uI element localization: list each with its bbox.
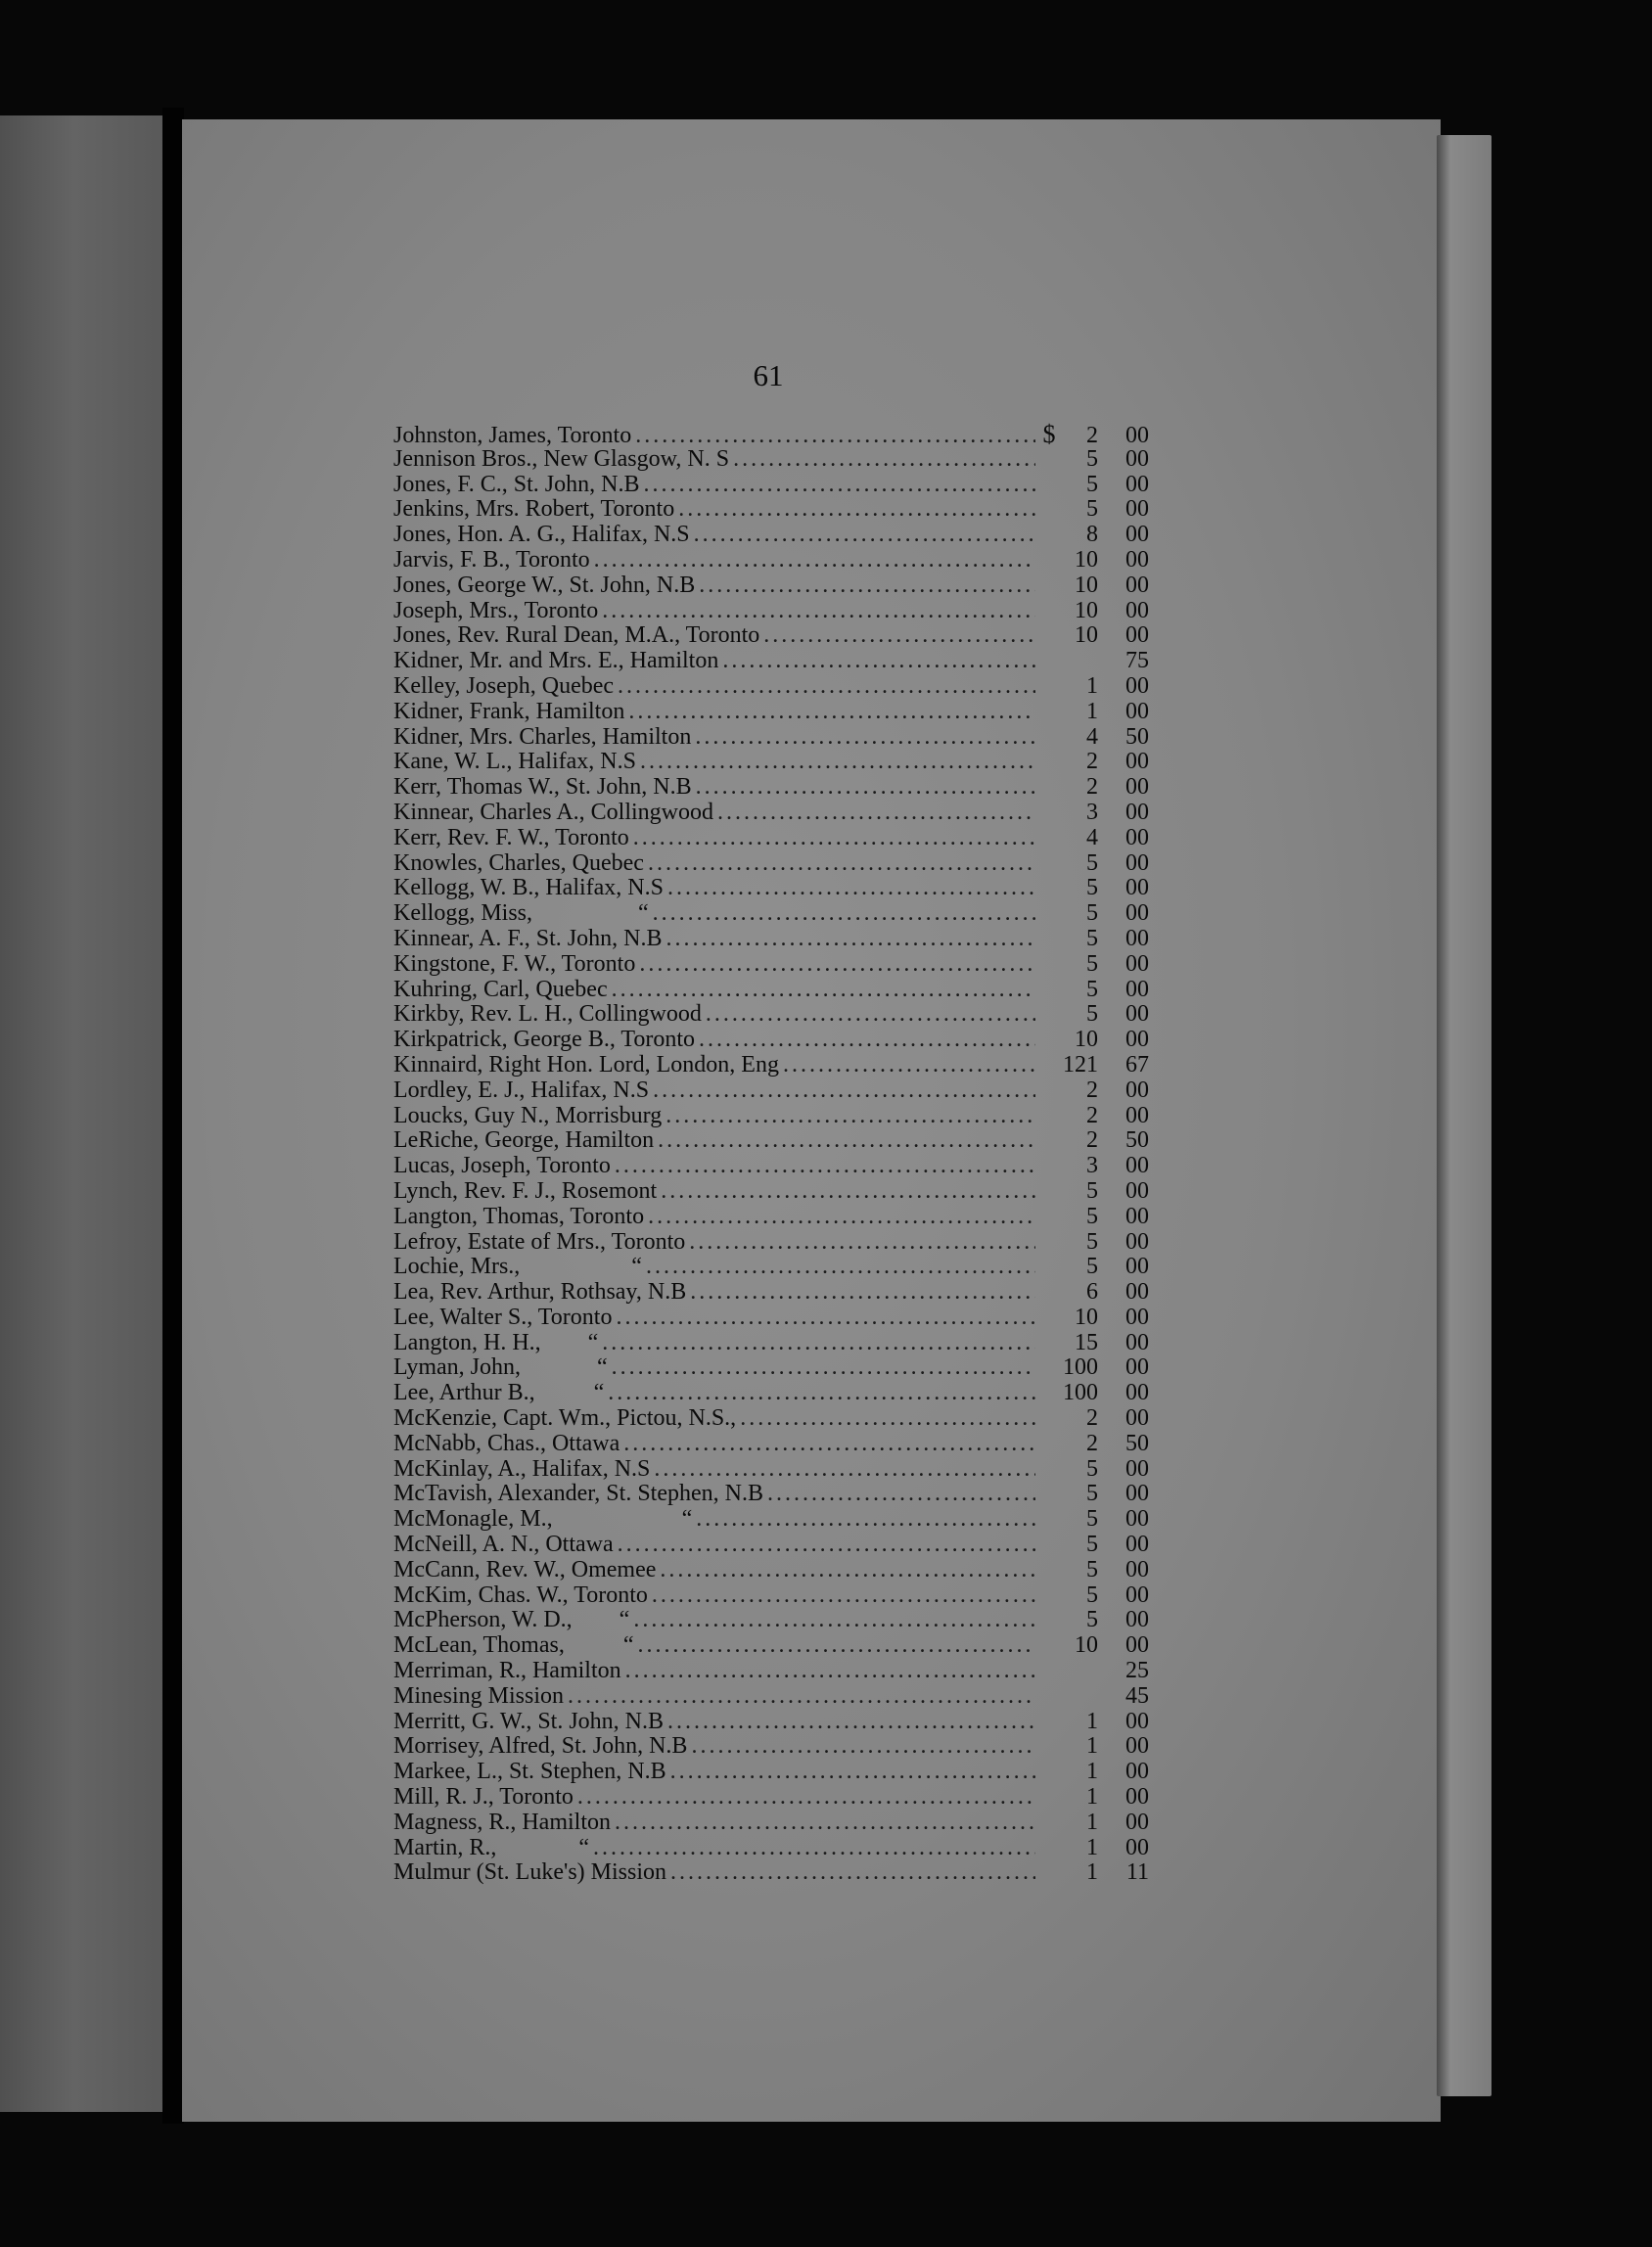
- subscriber-name: Lea, Rev. Arthur, Rothsay, N.B: [393, 1279, 687, 1306]
- dot-leader: [612, 1355, 1035, 1381]
- subscriber-name: Kuhring, Carl, Quebec: [393, 976, 608, 1002]
- dot-leader: [740, 1406, 1035, 1432]
- list-item: [393, 1306, 1153, 1331]
- amount-cents: 00: [1125, 1481, 1149, 1507]
- list-item: [393, 1760, 1153, 1785]
- amount-dollars: 2: [1086, 1430, 1098, 1456]
- dot-leader: [660, 1558, 1035, 1583]
- amount-cents: 00: [1125, 1254, 1149, 1280]
- amount-dollars: 1: [1086, 1834, 1098, 1860]
- dot-leader: [602, 1331, 1035, 1356]
- subscriber-name: Jones, Hon. A. G., Halifax, N.S: [393, 522, 690, 548]
- amount-cents: 00: [1125, 1102, 1149, 1128]
- subscriber-name: Johnston, James, Toronto: [393, 423, 632, 448]
- amount-cents: 11: [1125, 1859, 1149, 1886]
- dot-leader: [608, 1381, 1035, 1406]
- book-gutter: [162, 108, 184, 2124]
- amount-cents: 50: [1125, 1430, 1149, 1456]
- list-item: [393, 1154, 1153, 1179]
- dot-leader: [633, 1608, 1035, 1633]
- amount-cents: 00: [1125, 1203, 1149, 1229]
- amount-cents: 00: [1125, 1556, 1149, 1582]
- amount-cents: 00: [1125, 976, 1149, 1002]
- dot-leader: [653, 901, 1035, 927]
- dot-leader: [628, 700, 1035, 725]
- subscriber-name: Merritt, G. W., St. John, N.B: [393, 1708, 665, 1734]
- subscriber-name: McMonagle, M., “: [393, 1506, 693, 1533]
- amount-cents: 00: [1125, 1380, 1149, 1406]
- list-item: [393, 674, 1153, 700]
- page-edge-stack: [1437, 135, 1491, 2096]
- list-item: [393, 952, 1153, 978]
- amount-cents: 00: [1125, 1506, 1149, 1533]
- list-item: [393, 649, 1153, 674]
- subscriber-name: Lynch, Rev. F. J., Rosemont: [393, 1177, 658, 1204]
- amount-dollars: 5: [1086, 1582, 1098, 1608]
- subscriber-name: Kinnear, A. F., St. John, N.B: [393, 925, 663, 951]
- dot-leader: [689, 1230, 1035, 1256]
- dot-leader: [696, 775, 1035, 801]
- dot-leader: [648, 1205, 1035, 1230]
- amount-dollars: 1: [1086, 1859, 1098, 1886]
- amount-cents: 00: [1125, 1001, 1149, 1028]
- subscriber-name: Jennison Bros., New Glasgow, N. S: [393, 445, 730, 472]
- amount-cents: 00: [1125, 950, 1149, 977]
- amount-cents: 00: [1125, 1582, 1149, 1608]
- list-item: [393, 927, 1153, 952]
- amount-cents: 00: [1125, 1632, 1149, 1659]
- amount-dollars: 5: [1086, 900, 1098, 927]
- dot-leader: [667, 876, 1035, 901]
- dot-leader: [654, 1457, 1035, 1483]
- amount-cents: 00: [1125, 1354, 1149, 1381]
- list-item: [393, 978, 1153, 1003]
- amount-cents: 00: [1125, 774, 1149, 801]
- dot-leader: [643, 473, 1035, 498]
- amount-cents: 00: [1125, 925, 1149, 951]
- amount-cents: 00: [1125, 799, 1149, 825]
- amount-dollars: 5: [1086, 1556, 1098, 1582]
- amount-cents: 00: [1125, 1304, 1149, 1330]
- dot-leader: [661, 1179, 1035, 1205]
- list-item: [393, 1432, 1153, 1457]
- amount-dollars: 100: [1063, 1380, 1098, 1406]
- amount-cents: 00: [1125, 1607, 1149, 1633]
- amount-cents: 25: [1125, 1658, 1149, 1684]
- subscriber-name: McPherson, W. D., “: [393, 1607, 630, 1633]
- dot-leader: [577, 1785, 1035, 1811]
- subscriber-name: McNabb, Chas., Ottawa: [393, 1430, 620, 1456]
- list-item: [393, 1179, 1153, 1205]
- list-item: [393, 1558, 1153, 1583]
- amount-cents: 00: [1125, 471, 1149, 497]
- list-item: [393, 1128, 1153, 1154]
- dot-leader: [767, 1482, 1035, 1507]
- subscriber-name: McKenzie, Capt. Wm., Pictou, N.S.,: [393, 1405, 737, 1432]
- dot-leader: [658, 1128, 1035, 1154]
- list-item: [393, 1507, 1153, 1533]
- dot-leader: [594, 548, 1035, 573]
- amount-cents: 00: [1125, 1405, 1149, 1432]
- amount-dollars: 10: [1075, 572, 1098, 598]
- dot-leader: [670, 1760, 1035, 1785]
- list-item: [393, 1381, 1153, 1406]
- dot-leader: [648, 851, 1035, 877]
- dot-leader: [678, 497, 1035, 523]
- subscriber-name: Lee, Walter S., Toronto: [393, 1304, 613, 1330]
- list-item: [393, 422, 1153, 447]
- amount-dollars: 1: [1086, 672, 1098, 699]
- subscriber-name: Kidner, Mrs. Charles, Hamilton: [393, 723, 692, 750]
- subscriber-name: Jones, Rev. Rural Dean, M.A., Toronto: [393, 622, 760, 649]
- subscription-list: [393, 422, 1153, 1886]
- subscriber-name: Kerr, Rev. F. W., Toronto: [393, 824, 629, 850]
- dot-leader: [568, 1684, 1035, 1710]
- amount-dollars: 5: [1086, 1455, 1098, 1482]
- amount-dollars: 2: [1086, 774, 1098, 801]
- dot-leader: [763, 623, 1035, 649]
- subscriber-name: Lochie, Mrs., “: [393, 1254, 642, 1280]
- amount-dollars: 1: [1086, 1733, 1098, 1760]
- subscriber-name: Knowles, Charles, Quebec: [393, 849, 644, 876]
- amount-dollars: 5: [1086, 976, 1098, 1002]
- amount-cents: 00: [1125, 1077, 1149, 1103]
- list-item: [393, 573, 1153, 599]
- list-item: [393, 1836, 1153, 1861]
- dot-leader: [667, 1710, 1035, 1735]
- subscriber-name: Kidner, Mr. and Mrs. E., Hamilton: [393, 648, 719, 674]
- left-page-edge: [0, 115, 164, 2112]
- amount-dollars: 10: [1075, 622, 1098, 649]
- subscriber-name: Kinnear, Charles A., Collingwood: [393, 799, 713, 825]
- amount-dollars: 1: [1086, 1784, 1098, 1811]
- subscriber-name: Kane, W. L., Halifax, N.S: [393, 749, 636, 775]
- dot-leader: [670, 1860, 1035, 1886]
- dot-leader: [635, 424, 1035, 449]
- dot-leader: [665, 1104, 1035, 1129]
- amount-dollars: 10: [1075, 597, 1098, 623]
- amount-cents: 00: [1125, 1759, 1149, 1785]
- list-item: [393, 775, 1153, 801]
- subscriber-name: Merriman, R., Hamilton: [393, 1658, 621, 1684]
- amount-cents: 00: [1125, 1177, 1149, 1204]
- list-item: [393, 801, 1153, 826]
- amount-dollars: 10: [1075, 1027, 1098, 1053]
- list-item: [393, 473, 1153, 498]
- amount-dollars: 5: [1086, 1001, 1098, 1028]
- dot-leader: [618, 1533, 1035, 1558]
- dot-leader: [706, 1002, 1035, 1028]
- amount-cents: 00: [1125, 1708, 1149, 1734]
- amount-dollars: 1: [1086, 698, 1098, 724]
- list-item: [393, 1331, 1153, 1356]
- amount-dollars: 10: [1075, 546, 1098, 573]
- subscriber-name: Jones, F. C., St. John, N.B: [393, 471, 640, 497]
- list-item: [393, 1608, 1153, 1633]
- subscriber-name: Jarvis, F. B., Toronto: [393, 546, 590, 573]
- dot-leader: [638, 1633, 1036, 1659]
- amount-dollars: 5: [1086, 496, 1098, 523]
- dot-leader: [690, 1280, 1035, 1306]
- dot-leader: [699, 1028, 1035, 1053]
- dot-leader: [653, 1078, 1035, 1104]
- list-item: [393, 1457, 1153, 1483]
- amount-cents: 00: [1125, 849, 1149, 876]
- list-item: [393, 1230, 1153, 1256]
- amount-dollars: 1: [1086, 1708, 1098, 1734]
- amount-dollars: 6: [1086, 1279, 1098, 1306]
- amount-dollars: 4: [1086, 824, 1098, 850]
- subscriber-name: McCann, Rev. W., Omemee: [393, 1556, 657, 1582]
- dot-leader: [625, 1659, 1035, 1684]
- page-number: 61: [753, 358, 784, 392]
- subscriber-name: Markee, L., St. Stephen, N.B: [393, 1759, 666, 1785]
- amount-dollars: 15: [1075, 1329, 1098, 1355]
- list-item: [393, 599, 1153, 624]
- amount-cents: 50: [1125, 723, 1149, 750]
- amount-cents: 00: [1125, 522, 1149, 548]
- amount-dollars: 5: [1086, 1228, 1098, 1255]
- subscriber-name: Kinnaird, Right Hon. Lord, London, Eng: [393, 1051, 779, 1078]
- list-item: [393, 1785, 1153, 1811]
- list-item: [393, 1533, 1153, 1558]
- amount-dollars: 5: [1086, 925, 1098, 951]
- list-item: [393, 1633, 1153, 1659]
- list-item: [393, 700, 1153, 725]
- amount-cents: 00: [1125, 1809, 1149, 1835]
- amount-cents: 00: [1125, 622, 1149, 649]
- subscriber-name: Minesing Mission: [393, 1682, 565, 1709]
- list-item: [393, 876, 1153, 901]
- subscriber-name: Lefroy, Estate of Mrs., Toronto: [393, 1228, 686, 1255]
- subscriber-name: Loucks, Guy N., Morrisburg: [393, 1102, 663, 1128]
- list-item: [393, 1028, 1153, 1053]
- amount-cents: 00: [1125, 1279, 1149, 1306]
- amount-dollars: 2: [1086, 423, 1098, 448]
- amount-cents: 00: [1125, 1532, 1149, 1558]
- subscriber-name: Kellogg, W. B., Halifax, N.S: [393, 875, 664, 901]
- list-item: [393, 1104, 1153, 1129]
- amount-dollars: 5: [1086, 1254, 1098, 1280]
- amount-dollars: 121: [1063, 1051, 1098, 1078]
- dot-leader: [639, 952, 1035, 978]
- subscriber-name: Lordley, E. J., Halifax, N.S: [393, 1077, 650, 1103]
- amount-dollars: 5: [1086, 1177, 1098, 1204]
- subscriber-name: Lyman, John, “: [393, 1354, 608, 1381]
- list-item: [393, 750, 1153, 775]
- amount-cents: 00: [1125, 445, 1149, 472]
- amount-dollars: 2: [1086, 1102, 1098, 1128]
- currency-symbol: $: [1042, 420, 1056, 448]
- amount-dollars: 10: [1075, 1632, 1098, 1659]
- dot-leader: [640, 750, 1035, 775]
- amount-cents: 00: [1125, 672, 1149, 699]
- subscriber-name: McTavish, Alexander, St. Stephen, N.B: [393, 1481, 763, 1507]
- subscriber-name: Magness, R., Hamilton: [393, 1809, 611, 1835]
- list-item: [393, 851, 1153, 877]
- subscriber-name: Lucas, Joseph, Toronto: [393, 1153, 611, 1179]
- subscriber-name: Mill, R. J., Toronto: [393, 1784, 574, 1811]
- subscriber-name: Morrisey, Alfred, St. John, N.B: [393, 1733, 688, 1760]
- dot-leader: [615, 1811, 1035, 1836]
- amount-cents: 00: [1125, 1153, 1149, 1179]
- subscriber-name: Jones, George W., St. John, N.B: [393, 572, 696, 598]
- list-item: [393, 1860, 1153, 1886]
- amount-cents: 67: [1125, 1051, 1149, 1078]
- list-item: [393, 1053, 1153, 1078]
- subscriber-name: Langton, Thomas, Toronto: [393, 1203, 645, 1229]
- list-item: [393, 1355, 1153, 1381]
- dot-leader: [694, 523, 1035, 548]
- subscriber-name: Kirkby, Rev. L. H., Collingwood: [393, 1001, 702, 1028]
- subscriber-name: Kirkpatrick, George B., Toronto: [393, 1027, 696, 1053]
- amount-dollars: 3: [1086, 799, 1098, 825]
- dot-leader: [615, 1154, 1035, 1179]
- amount-dollars: 8: [1086, 522, 1098, 548]
- dot-leader: [612, 978, 1035, 1003]
- subscriber-name: Joseph, Mrs., Toronto: [393, 597, 599, 623]
- amount-cents: 00: [1125, 1784, 1149, 1811]
- list-item: [393, 1710, 1153, 1735]
- amount-dollars: 5: [1086, 471, 1098, 497]
- list-item: [393, 1280, 1153, 1306]
- list-item: [393, 1684, 1153, 1710]
- list-item: [393, 1255, 1153, 1280]
- amount-cents: 00: [1125, 749, 1149, 775]
- list-item: [393, 725, 1153, 751]
- dot-leader: [602, 599, 1035, 624]
- amount-dollars: 2: [1086, 1405, 1098, 1432]
- subscriber-name: Kingstone, F. W., Toronto: [393, 950, 636, 977]
- subscriber-name: Kellogg, Miss, “: [393, 900, 649, 927]
- dot-leader: [733, 447, 1035, 473]
- amount-cents: 45: [1125, 1682, 1149, 1709]
- subscriber-name: Langton, H. H., “: [393, 1329, 599, 1355]
- dot-leader: [652, 1583, 1035, 1609]
- list-item: [393, 1078, 1153, 1104]
- dot-leader: [691, 1734, 1035, 1760]
- amount-cents: 00: [1125, 496, 1149, 523]
- amount-dollars: 5: [1086, 445, 1098, 472]
- subscriber-name: McNeill, A. N., Ottawa: [393, 1532, 614, 1558]
- list-item: [393, 901, 1153, 927]
- subscriber-name: Lee, Arthur B., “: [393, 1380, 605, 1406]
- amount-cents: 75: [1125, 648, 1149, 674]
- amount-cents: 00: [1125, 1027, 1149, 1053]
- amount-cents: 00: [1125, 1228, 1149, 1255]
- subscriber-name: Kerr, Thomas W., St. John, N.B: [393, 774, 692, 801]
- amount-cents: 00: [1125, 572, 1149, 598]
- subscriber-name: McKinlay, A., Halifax, N.S: [393, 1455, 651, 1482]
- subscriber-name: Kelley, Joseph, Quebec: [393, 672, 615, 699]
- subscriber-name: LeRiche, George, Hamilton: [393, 1127, 655, 1154]
- amount-cents: 00: [1125, 423, 1149, 448]
- subscriber-name: Martin, R., “: [393, 1834, 589, 1860]
- list-item: [393, 447, 1153, 473]
- amount-dollars: 5: [1086, 950, 1098, 977]
- amount-dollars: 1: [1086, 1809, 1098, 1835]
- amount-cents: 00: [1125, 1733, 1149, 1760]
- amount-dollars: 3: [1086, 1153, 1098, 1179]
- dot-leader: [717, 801, 1035, 826]
- dot-leader: [665, 927, 1035, 952]
- dot-leader: [699, 573, 1035, 599]
- dot-leader: [593, 1836, 1035, 1861]
- list-item: [393, 1406, 1153, 1432]
- list-item: [393, 1811, 1153, 1836]
- list-item: [393, 1205, 1153, 1230]
- amount-cents: 00: [1125, 597, 1149, 623]
- dot-leader: [783, 1053, 1035, 1078]
- amount-cents: 00: [1125, 1455, 1149, 1482]
- list-item: [393, 548, 1153, 573]
- amount-cents: 50: [1125, 1127, 1149, 1154]
- amount-dollars: 5: [1086, 875, 1098, 901]
- subscriber-name: Jenkins, Mrs. Robert, Toronto: [393, 496, 675, 523]
- dot-leader: [623, 1432, 1035, 1457]
- amount-cents: 00: [1125, 824, 1149, 850]
- amount-dollars: 1: [1086, 1759, 1098, 1785]
- list-item: [393, 497, 1153, 523]
- dot-leader: [696, 1507, 1035, 1533]
- list-item: [393, 1002, 1153, 1028]
- amount-cents: 00: [1125, 900, 1149, 927]
- list-item: [393, 826, 1153, 851]
- dot-leader: [633, 826, 1035, 851]
- subscriber-name: Kidner, Frank, Hamilton: [393, 698, 625, 724]
- subscriber-name: Mulmur (St. Luke's) Mission: [393, 1859, 666, 1886]
- amount-dollars: 4: [1086, 723, 1098, 750]
- list-item: [393, 1583, 1153, 1609]
- amount-cents: 00: [1125, 1329, 1149, 1355]
- subscriber-name: McKim, Chas. W., Toronto: [393, 1582, 648, 1608]
- amount-cents: 00: [1125, 698, 1149, 724]
- amount-dollars: 10: [1075, 1304, 1098, 1330]
- amount-dollars: 100: [1063, 1354, 1098, 1381]
- list-item: [393, 623, 1153, 649]
- list-item: [393, 1659, 1153, 1684]
- amount-dollars: 5: [1086, 1203, 1098, 1229]
- amount-dollars: 5: [1086, 1532, 1098, 1558]
- amount-dollars: 5: [1086, 1481, 1098, 1507]
- amount-cents: 00: [1125, 1834, 1149, 1860]
- amount-dollars: 5: [1086, 1506, 1098, 1533]
- dot-leader: [722, 649, 1035, 674]
- amount-dollars: 5: [1086, 1607, 1098, 1633]
- subscriber-name: McLean, Thomas, “: [393, 1632, 634, 1659]
- amount-dollars: 2: [1086, 1127, 1098, 1154]
- amount-cents: 00: [1125, 875, 1149, 901]
- dot-leader: [616, 1306, 1035, 1331]
- list-item: [393, 523, 1153, 548]
- amount-cents: 00: [1125, 546, 1149, 573]
- dot-leader: [618, 674, 1035, 700]
- list-item: [393, 1734, 1153, 1760]
- amount-dollars: 2: [1086, 1077, 1098, 1103]
- amount-dollars: 5: [1086, 849, 1098, 876]
- list-item: [393, 1482, 1153, 1507]
- dot-leader: [646, 1255, 1035, 1280]
- dot-leader: [695, 725, 1035, 751]
- amount-dollars: 2: [1086, 749, 1098, 775]
